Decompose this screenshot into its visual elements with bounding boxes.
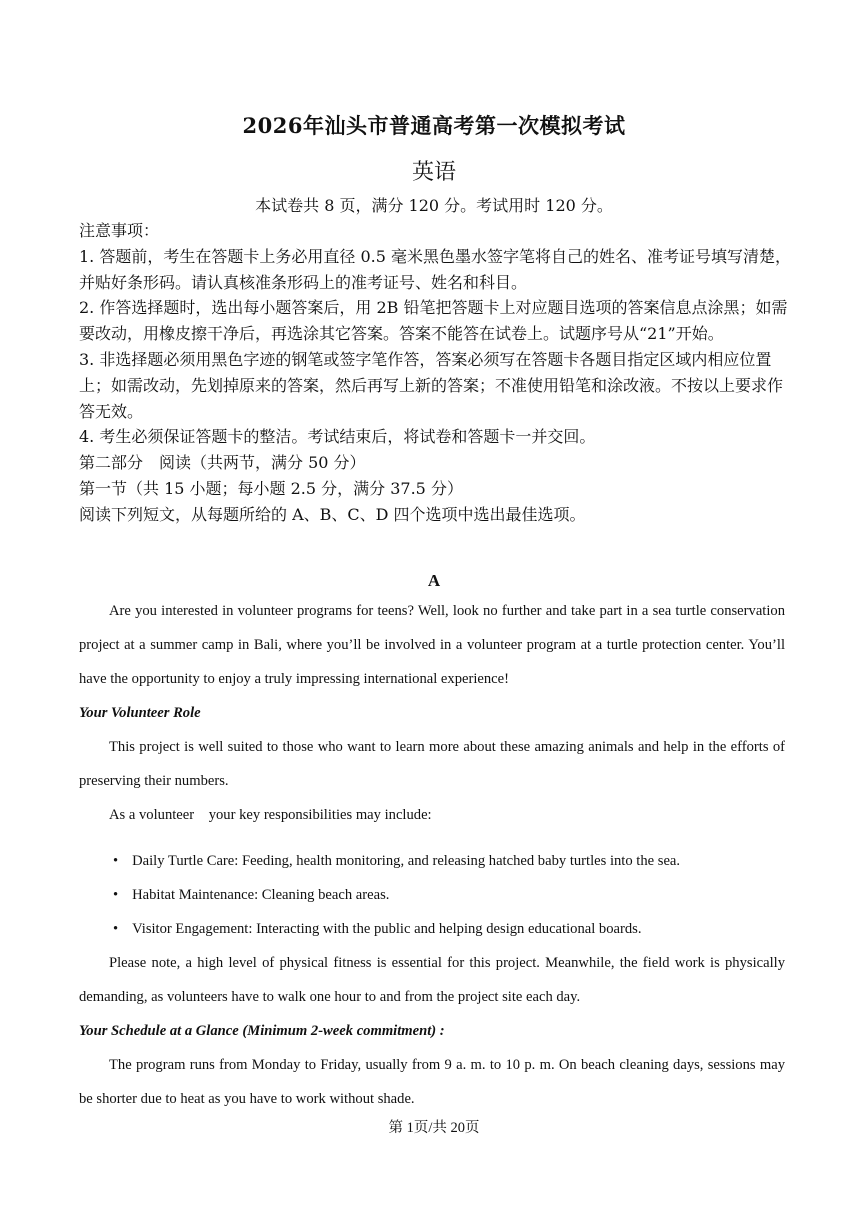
role-text: This project is well suited to those who want to learn more about these amazing animals and help in the efforts of preserving their numbers. (79, 739, 785, 789)
page-number: 第 1页/共 20页 (388, 1120, 480, 1136)
note-item: 1. 答题前，考生在答题卡上务必用直径 0.5 毫米黑色墨水签字笔将自己的姓名、准考证号填写清楚，并贴好条形码。请认真核准条形码上的准考证号、姓名和科目。 (79, 246, 791, 292)
notes-block (79, 218, 791, 528)
responsibilities-intro: As a volunteer your key responsibilities may include: (109, 807, 432, 823)
schedule-heading: Your Schedule at a Glance (Minimum 2-week commitment) : (79, 1023, 445, 1039)
passage-label: A (427, 571, 441, 590)
part-heading: 第二部分 阅读（共两节，满分 50 分） (79, 453, 366, 473)
bullet-icon: • (113, 887, 119, 903)
passage-intro: Are you interested in volunteer programs for teens? Well, look no further and take part in a sea turtle conservation project at a summer camp in Bali, where you’ll be involved in a volunteer program at a turtle protection center. You’ll have the opportunity to enjoy a truly impressing international experience! (79, 603, 785, 687)
note-item: 3. 非选择题必须用黑色字迹的钢笔或签字笔作答，答案必须写在答题卡各题目指定区域内相应位置上；如需改动，先划掉原来的答案，然后再写上新的答案；不准使用铅笔和涂改液。不按以上要求作答无效。 (79, 349, 784, 421)
exam-info: 本试卷共 8 页，满分 120 分。考试用时 120 分。 (255, 196, 613, 215)
schedule-text: The program runs from Monday to Friday, usually from 9 a. m. to 10 p. m. On beach cleaning days, sessions may be shorter due to heat as you have to work without shade. (79, 1057, 785, 1107)
subject-title: 英语 (411, 160, 456, 185)
fitness-note: Please note, a high level of physical fitness is essential for this project. Meanwhile, the field work is physically demanding, as volunteers have to walk one hour to and from the project site each day. (79, 955, 785, 1005)
exam-title: 2026年汕头市普通高考第一次模拟考试 (242, 113, 626, 138)
list-item: • Daily Turtle Care: Feeding, health monitoring, and releasing hatched baby turtles into the sea. (113, 853, 681, 869)
list-item: • Habitat Maintenance: Cleaning beach areas. (113, 887, 390, 903)
notes-heading: 注意事项： (79, 221, 160, 240)
list-item: • Visitor Engagement: Interacting with the public and helping design educational boards. (113, 921, 642, 937)
passage-body (79, 594, 785, 1116)
bullet-icon: • (113, 853, 119, 869)
note-item: 2. 作答选择题时，选出每小题答案后，用 2B 铅笔把答题卡上对应题目选项的答案信息点涂黑；如需要改动，用橡皮擦干净后，再选涂其它答案。答案不能答在试卷上。试题序号从“21”开始。 (79, 298, 788, 344)
reading-instruction: 阅读下列短文，从每题所给的 A、B、C、D 四个选项中选出最佳选项。 (79, 504, 586, 524)
note-item: 4. 考生必须保证答题卡的整洁。考试结束后，将试卷和答题卡一并交回。 (79, 427, 596, 447)
role-heading: Your Volunteer Role (79, 705, 201, 721)
bullet-icon: • (113, 921, 119, 937)
section-heading: 第一节（共 15 小题；每小题 2.5 分，满分 37.5 分） (79, 478, 463, 498)
